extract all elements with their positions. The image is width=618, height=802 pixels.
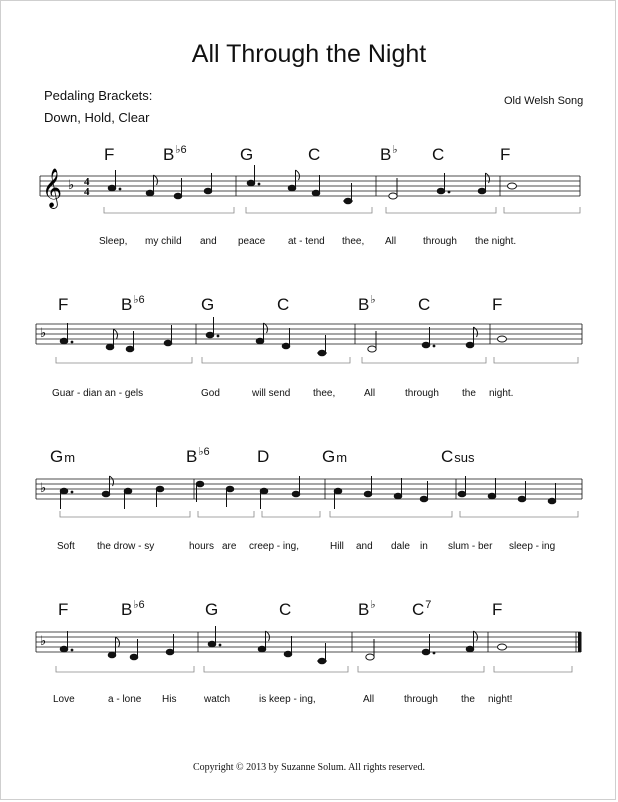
notes [60,476,556,509]
lyric: night! [488,694,513,705]
chord-symbol: $B^{♭6}$ [121,294,145,314]
lyric: thee, [342,236,365,247]
notes [60,317,506,356]
chord-symbol: Csus [441,447,475,466]
lyric: His [162,694,177,705]
pedal-brackets [104,207,580,213]
lyric: is keep - ing, [259,694,316,705]
lyric: slum - ber [448,541,493,552]
flat-key-signature-icon: ♭ [40,481,47,496]
lyric: Hill [330,541,344,552]
treble-clef-icon: 𝄞 [42,168,63,208]
lyric: God [201,388,220,399]
lyric: through [404,694,438,705]
music-system-4 [0,600,618,740]
chord-symbol: C [279,600,292,619]
pedal-brackets [56,666,572,672]
lyric: dale [391,541,410,552]
chord-symbol: C [418,295,431,314]
pedaling-label: Pedaling Brackets: [44,88,153,103]
lyric: peace [238,236,266,247]
chord-symbol: Gm [50,447,76,466]
flat-key-signature-icon: ♭ [68,178,75,193]
lyric: and [356,541,373,552]
lyric: watch [204,694,231,705]
song-title: All Through the Night [191,40,427,68]
lyric: through [405,388,439,399]
chord-symbol: F [500,145,511,164]
lyric: sleep - ing [509,541,556,552]
lyric: creep - ing, [249,541,300,552]
song-origin: Old Welsh Song [504,95,584,107]
lyric: and [200,236,217,247]
lyric: will send [252,388,291,399]
chord-symbol: D [257,447,270,466]
flat-key-signature-icon: ♭ [40,634,47,649]
chord-symbol: $C^7$ [412,599,432,619]
lyric: Love [53,694,75,705]
lyric: are [222,541,237,552]
music-system-1 [0,145,618,285]
chord-symbol: G [240,145,254,164]
lyric: All [385,236,397,247]
chord-symbol: $B^{♭6}$ [121,599,145,619]
lyric: Sleep, [99,236,128,247]
pedal-brackets [56,357,578,363]
lyric: thee, [313,388,336,399]
chord-symbol: F [492,295,503,314]
lyric: All [363,694,375,705]
chord-symbol: $B^{♭6}$ [186,446,210,466]
lyric: a - lone [108,694,142,705]
chord-symbol: C [432,145,445,164]
chord-symbol: F [104,145,115,164]
lyric: Soft [57,541,75,552]
time-signature-top: 4 [84,176,90,188]
chord-symbol: $B^{♭6}$ [163,144,187,164]
lyric: the drow - sy [97,541,155,552]
chord-symbol: C [308,145,321,164]
music-system-2 [0,295,618,435]
lyric: All [364,388,376,399]
chord-symbol: G [201,295,215,314]
final-barline [578,632,582,652]
lyric: night. [489,388,514,399]
flat-key-signature-icon: ♭ [40,326,47,341]
pedal-brackets [60,511,578,517]
lyric: hours [189,541,215,552]
chord-symbol: C [277,295,290,314]
pedaling-steps: Down, Hold, Clear [44,110,150,125]
lyric: in [420,541,428,552]
notes [108,165,516,204]
copyright-notice: Copyright © 2013 by Suzanne Solum. All rights reserved. [192,762,426,773]
lyric: my child [145,236,182,247]
chord-symbol: B♭ [380,144,398,164]
lyric: at - tend [288,236,325,247]
chord-symbol: F [492,600,503,619]
lyric: Guar - dian an - gels [52,388,144,399]
lyric: the night. [475,236,517,247]
lyric: through [423,236,457,247]
lyric: the [462,388,476,399]
chord-symbol: B♭ [358,294,376,314]
chord-symbol: Gm [322,447,348,466]
time-signature-bottom: 4 [84,186,90,198]
chord-symbol: F [58,295,69,314]
lyric: the [461,694,475,705]
chord-symbol: G [205,600,219,619]
chord-symbol: F [58,600,69,619]
music-system-3 [0,447,618,587]
chord-symbol: B♭ [358,599,376,619]
